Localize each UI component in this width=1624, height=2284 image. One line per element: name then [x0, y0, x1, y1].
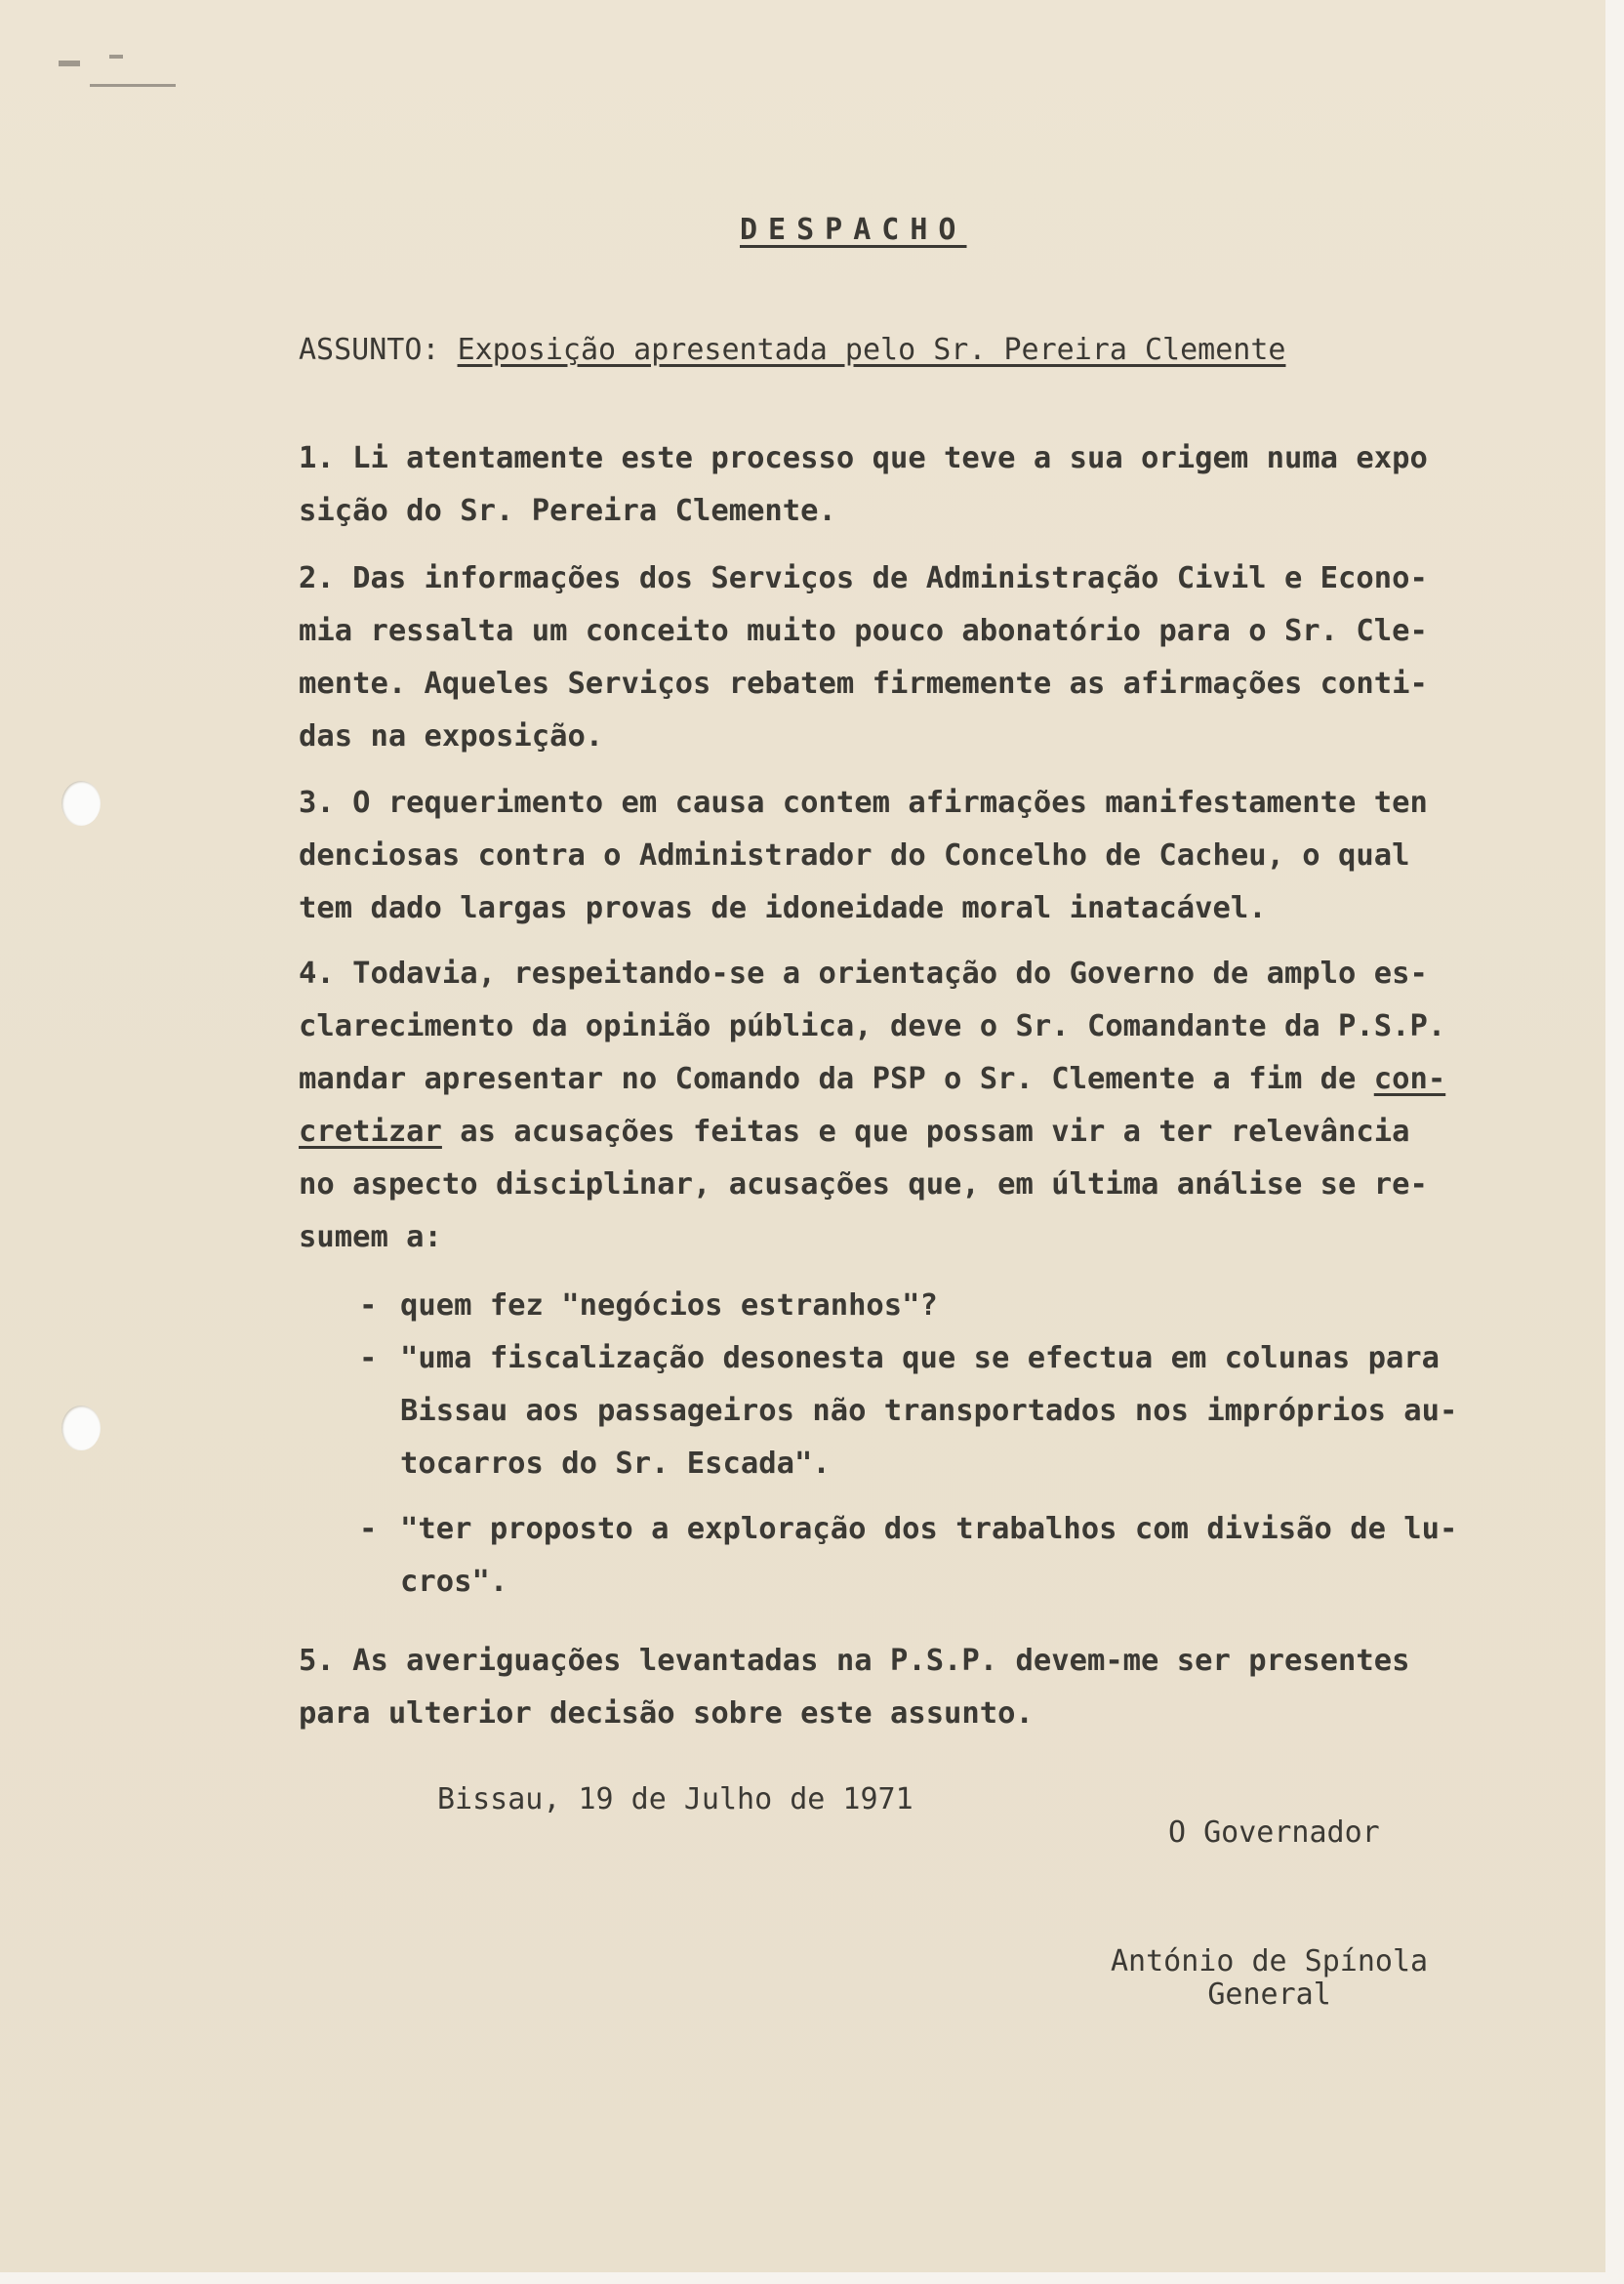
signatory-title: O Governador [1168, 1815, 1380, 1850]
subject-label: ASSUNTO: [299, 333, 440, 367]
paragraph-line: denciosas contra o Administrador do Concelho de Cacheu, o qual [299, 838, 1410, 873]
paragraph-line: 1. Li atentamente este processo que teve a sua origem numa expo [299, 441, 1428, 475]
paragraph-line: 5. As averiguações levantadas na P.S.P. devem-me ser presentes [299, 1644, 1410, 1678]
scan-edge [0, 2272, 1624, 2284]
paragraph-line: 4. Todavia, respeitando-se a orientação do Governo de amplo es- [299, 957, 1428, 991]
paragraph-5 [299, 1635, 1558, 1740]
bullet-text: "ter proposto a exploração dos trabalhos com divisão de lu- [400, 1512, 1458, 1546]
subject-line [299, 333, 1285, 367]
list-item [359, 1503, 1618, 1556]
paragraph-line: tem dado largas provas de idoneidade moral inatacável. [299, 891, 1267, 925]
paragraph-line: sição do Sr. Pereira Clemente. [299, 494, 836, 528]
bullet-dash: - [359, 1341, 378, 1375]
line-segment: mandar apresentar no Comando da PSP o Sr. Clemente a fim de [299, 1062, 1374, 1096]
bullet-dash: - [359, 1288, 378, 1323]
bullet-list [359, 1503, 1618, 1609]
subject-text: Exposição apresentada pelo Sr. Pereira Clemente [457, 333, 1286, 367]
punch-hole [61, 1406, 101, 1450]
bullet-text: "uma fiscalização desonesta que se efectua em colunas para [400, 1341, 1441, 1375]
paragraph-line: 3. O requerimento em causa contem afirmações manifestamente ten [299, 786, 1428, 820]
paragraph-line [299, 1106, 1558, 1159]
paragraph-line: para ulterior decisão sobre este assunto. [299, 1696, 1034, 1731]
bullet-list [359, 1280, 1618, 1490]
ink-blot-mark [59, 61, 80, 66]
signature-block [1111, 1945, 1428, 2012]
list-item [359, 1332, 1618, 1385]
ink-blot-mark [109, 55, 123, 59]
paragraph-line: 2. Das informações dos Serviços de Administração Civil e Econo- [299, 561, 1428, 595]
bullet-dash: - [359, 1512, 378, 1546]
place-and-date: Bissau, 19 de Julho de 1971 [437, 1782, 914, 1816]
bullet-continuation: tocarros do Sr. Escada". [400, 1447, 831, 1481]
bullet-text: quem fez "negócios estranhos"? [400, 1288, 938, 1323]
paragraph-line: sumem a: [299, 1220, 442, 1254]
paragraph-line: clarecimento da opinião pública, deve o Sr. Comandante da P.S.P. [299, 1009, 1446, 1043]
paragraph-line: mia ressalta um conceito muito pouco abonatório para o Sr. Cle- [299, 614, 1428, 648]
paragraph-line: das na exposição. [299, 719, 604, 754]
line-segment: as acusações feitas e que possam vir a ter relevância [441, 1115, 1410, 1149]
paragraph-line: no aspecto disciplinar, acusações que, em última análise se re- [299, 1167, 1428, 1202]
paragraph-3 [299, 777, 1558, 935]
ink-blot-mark [90, 84, 176, 87]
paragraph-4 [299, 948, 1558, 1264]
signer-rank: General [1207, 1978, 1331, 2012]
bullet-continuation: Bissau aos passageiros não transportados nos impróprios au- [400, 1394, 1458, 1428]
underlined-segment: con- [1373, 1062, 1446, 1096]
paragraph-2 [299, 552, 1558, 763]
scan-edge [1605, 0, 1624, 2284]
paragraph-line: mente. Aqueles Serviços rebatem firmemente as afirmações conti- [299, 667, 1428, 701]
paragraph-1 [299, 432, 1558, 538]
bullet-continuation: cros". [400, 1565, 508, 1599]
document-heading: DESPACHO [740, 213, 967, 247]
paragraph-line [299, 1053, 1558, 1106]
signer-name: António de Spínola [1111, 1944, 1429, 1978]
underlined-segment: cretizar [299, 1115, 442, 1149]
list-item [359, 1280, 1618, 1332]
punch-hole [61, 781, 101, 826]
